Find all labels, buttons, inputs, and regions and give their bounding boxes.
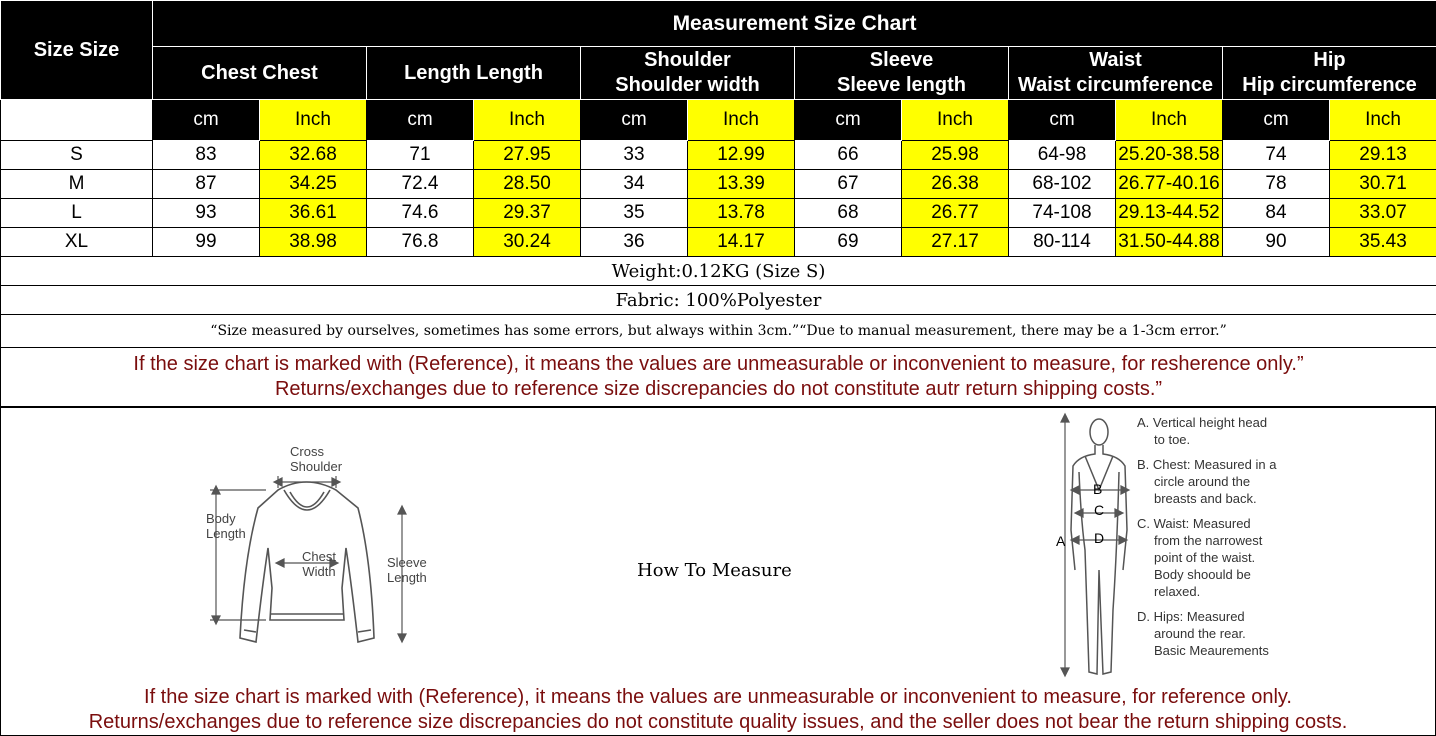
measurement-legend xyxy=(1137,414,1317,667)
cm-value-cell: 68 xyxy=(795,199,902,228)
footer-line-1: If the size chart is marked with (Reference), it means the values are unmeasurable or inconvenient to measure, for reference only. xyxy=(144,686,1292,708)
size-row xyxy=(1,170,1436,199)
cm-value-cell: 66 xyxy=(795,141,902,170)
group-chest: Chest Chest xyxy=(153,47,367,100)
unit-inch-header: Inch xyxy=(260,100,367,141)
letter-b: B xyxy=(1093,481,1103,497)
legend-c: C. Waist: Measured from the narrowest point of the waist. Body shoould be relaxed. xyxy=(1137,516,1263,599)
unit-cm-header: cm xyxy=(1223,100,1330,141)
cm-value-cell: 34 xyxy=(581,170,688,199)
cm-value-cell: 74 xyxy=(1223,141,1330,170)
group-sleeve: Sleeve Sleeve length xyxy=(795,47,1009,100)
unit-inch-header: Inch xyxy=(1116,100,1223,141)
inch-value-cell: 33.07 xyxy=(1330,199,1436,228)
inch-value-cell: 26.77 xyxy=(902,199,1009,228)
letter-d: D xyxy=(1094,530,1105,546)
unit-inch-header: Inch xyxy=(688,100,795,141)
group-length: Length Length xyxy=(367,47,581,100)
cm-value-cell: 36 xyxy=(581,228,688,257)
unit-cm-header: cm xyxy=(367,100,474,141)
size-row xyxy=(1,141,1436,170)
inch-value-cell: 25.98 xyxy=(902,141,1009,170)
unit-inch-header: Inch xyxy=(1330,100,1436,141)
cm-value-cell: 72.4 xyxy=(367,170,474,199)
inch-value-cell: 29.37 xyxy=(474,199,581,228)
body-length-label: Body Length xyxy=(206,511,246,541)
size-row xyxy=(1,199,1436,228)
inch-value-cell: 38.98 xyxy=(260,228,367,257)
size-cell: M xyxy=(1,170,153,199)
letter-c: C xyxy=(1094,502,1105,518)
inch-value-cell: 13.78 xyxy=(688,199,795,228)
inch-value-cell: 25.20-38.58 xyxy=(1116,141,1223,170)
group-waist: Waist Waist circumference xyxy=(1009,47,1223,100)
cm-value-cell: 71 xyxy=(367,141,474,170)
size-cell: L xyxy=(1,199,153,228)
cm-value-cell: 76.8 xyxy=(367,228,474,257)
chart-title: Measurement Size Chart xyxy=(153,1,1436,47)
inch-value-cell: 29.13 xyxy=(1330,141,1436,170)
cm-value-cell: 99 xyxy=(153,228,260,257)
inch-value-cell: 29.13-44.52 xyxy=(1116,199,1223,228)
inch-value-cell: 14.17 xyxy=(688,228,795,257)
cm-value-cell: 84 xyxy=(1223,199,1330,228)
inch-value-cell: 31.50-44.88 xyxy=(1116,228,1223,257)
unit-row-spacer xyxy=(1,100,153,141)
unit-inch-header: Inch xyxy=(902,100,1009,141)
cm-value-cell: 64-98 xyxy=(1009,141,1116,170)
size-row xyxy=(1,228,1436,257)
cm-value-cell: 67 xyxy=(795,170,902,199)
unit-cm-header: cm xyxy=(581,100,688,141)
inch-value-cell: 26.77-40.16 xyxy=(1116,170,1223,199)
error-note: “Size measured by ourselves, sometimes has some errors, but always within 3cm.”“Due to manual measurement, there may be a 1-3cm error.” xyxy=(1,315,1436,348)
inch-value-cell: 26.38 xyxy=(902,170,1009,199)
cm-value-cell: 69 xyxy=(795,228,902,257)
cm-value-cell: 35 xyxy=(581,199,688,228)
cm-value-cell: 74-108 xyxy=(1009,199,1116,228)
inch-value-cell: 34.25 xyxy=(260,170,367,199)
size-cell: XL xyxy=(1,228,153,257)
fabric-note: Fabric: 100%Polyester xyxy=(1,286,1436,315)
group-shoulder: Shoulder Shoulder width xyxy=(581,47,795,100)
inch-value-cell: 30.71 xyxy=(1330,170,1436,199)
inch-value-cell: 36.61 xyxy=(260,199,367,228)
how-to-measure-title: How To Measure xyxy=(637,560,792,581)
cm-value-cell: 68-102 xyxy=(1009,170,1116,199)
chest-width-label: Chest Width xyxy=(302,549,336,579)
legend-b: B. Chest: Measured in a circle around the breasts and back. xyxy=(1137,457,1277,506)
cm-value-cell: 87 xyxy=(153,170,260,199)
inch-value-cell: 27.95 xyxy=(474,141,581,170)
reference-note: If the size chart is marked with (Reference), it means the values are unmeasurable or inconvenient to measure, for resherence only.” Returns/exchanges due to reference size discrepancies do not constitute autr return shipping costs.” xyxy=(1,348,1436,407)
inch-value-cell: 28.50 xyxy=(474,170,581,199)
legend-d: D. Hips: Measured around the rear. Basic Meaurements xyxy=(1137,609,1269,658)
unit-cm-header: cm xyxy=(795,100,902,141)
cm-value-cell: 33 xyxy=(581,141,688,170)
legend-a: A. Vertical height head to toe. xyxy=(1137,415,1268,447)
group-hip: Hip Hip circumference xyxy=(1223,47,1436,100)
size-column-header: Size Size xyxy=(1,1,153,100)
unit-row xyxy=(1,100,1436,141)
inch-value-cell: 13.39 xyxy=(688,170,795,199)
cm-value-cell: 93 xyxy=(153,199,260,228)
inch-value-cell: 35.43 xyxy=(1330,228,1436,257)
inch-value-cell: 12.99 xyxy=(688,141,795,170)
cm-value-cell: 80-114 xyxy=(1009,228,1116,257)
inch-value-cell: 30.24 xyxy=(474,228,581,257)
cm-value-cell: 90 xyxy=(1223,228,1330,257)
unit-cm-header: cm xyxy=(1009,100,1116,141)
weight-note: Weight:0.12KG (Size S) xyxy=(1,257,1436,286)
letter-a: A xyxy=(1056,533,1066,549)
size-cell: S xyxy=(1,141,153,170)
inch-value-cell: 27.17 xyxy=(902,228,1009,257)
cm-value-cell: 83 xyxy=(153,141,260,170)
footer-line-2: Returns/exchanges due to reference size discrepancies do not constitute quality issues, and the seller does not bear the return shipping costs. xyxy=(88,711,1348,733)
cm-value-cell: 78 xyxy=(1223,170,1330,199)
unit-inch-header: Inch xyxy=(474,100,581,141)
cm-value-cell: 74.6 xyxy=(367,199,474,228)
inch-value-cell: 32.68 xyxy=(260,141,367,170)
sleeve-length-label: Sleeve Length xyxy=(387,555,427,585)
cross-shoulder-label: Cross Shoulder xyxy=(290,444,343,474)
unit-cm-header: cm xyxy=(153,100,260,141)
